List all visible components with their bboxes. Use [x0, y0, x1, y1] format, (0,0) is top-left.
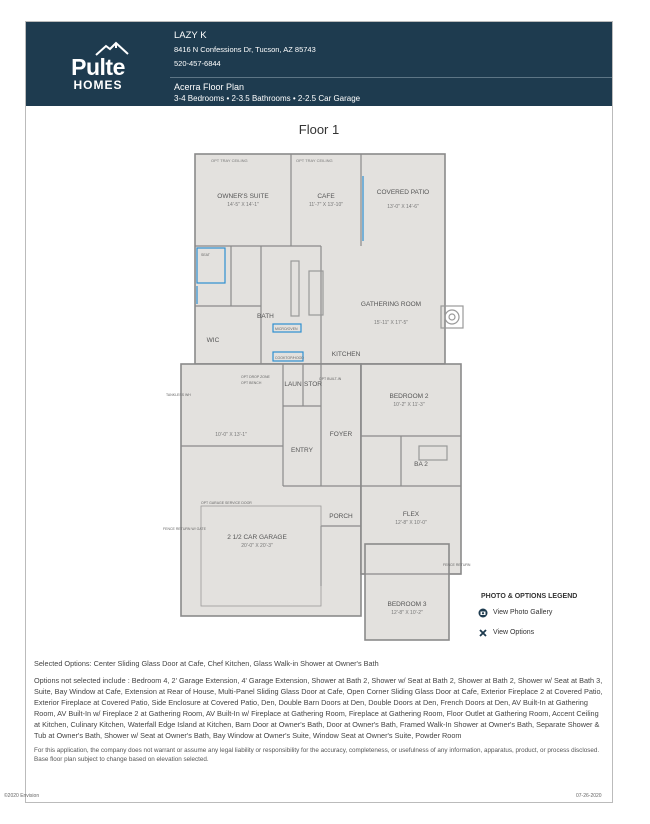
main-house-footprint [195, 154, 445, 364]
logo-subword: HOMES [73, 78, 123, 92]
label-seat: SEAT [201, 253, 210, 257]
floor-plan-drawing [163, 146, 471, 666]
room-label-stor: STOR [304, 381, 322, 388]
svg-text:OPT TRAY CEILING: OPT TRAY CEILING [296, 158, 333, 163]
community-name: LAZY K [174, 30, 207, 41]
room-dim-owners-suite: 14'-5" X 14'-1" [227, 202, 259, 208]
room-dim-garage-extra: 10'-0" X 13'-1" [215, 432, 247, 438]
room-label-porch: PORCH [329, 513, 353, 520]
room-label-bedroom-3: BEDROOM 3 [387, 601, 427, 608]
phone-number: 520-457-6844 [174, 59, 221, 68]
room-label-gathering-room: GATHERING ROOM [360, 301, 422, 308]
logo-wordmark: Pulte [71, 54, 125, 80]
room-label-entry: ENTRY [291, 447, 313, 454]
room-label-kitchen: KITCHEN [331, 351, 361, 358]
selected-options: Selected Options: Center Sliding Glass Door at Cafe, Chef Kitchen, Glass Walk-in Shower at Owner's Bath [34, 659, 379, 668]
options-notes [34, 658, 604, 770]
room-label-bath: BATH [257, 313, 274, 320]
legend-title: PHOTO & OPTIONS LEGEND [481, 593, 578, 600]
label-tankless: TANKLESS WH [166, 393, 191, 397]
address: 8416 N Confessions Dr, Tucson, AZ 85743 [174, 45, 316, 54]
header-divider [170, 77, 612, 78]
room-label-garage: 2 1/2 CAR GARAGE [227, 534, 287, 541]
label-fence-return-gate: FENCE RETURN W/ GATE [163, 527, 206, 531]
room-dim-covered-patio: 13'-0" X 14'-6" [387, 204, 419, 210]
room-dim-garage: 20'-0" X 20'-3" [241, 543, 273, 549]
footer-date: 07-26-2020 [576, 793, 602, 799]
plan-specs: 3-4 Bedrooms • 2-3.5 Bathrooms • 2-2.5 Car Garage [174, 94, 361, 103]
plan-name: Acerra Floor Plan [174, 82, 245, 92]
room-dim-bedroom-2: 10'-2" X 11'-3" [393, 402, 425, 408]
header-banner [26, 22, 612, 106]
room-dim-cafe: 11'-7" X 13'-10" [309, 202, 343, 208]
footer-copyright: ©2020 Envision [4, 793, 40, 799]
label-opt-bench: OPT BENCH [241, 381, 262, 385]
view-options-label: View Options [493, 629, 535, 636]
room-label-cafe: CAFE [317, 193, 335, 200]
room-label-foyer: FOYER [329, 431, 353, 438]
room-dim-bedroom-3: 12'-8" X 10'-2" [391, 610, 423, 616]
room-dim-flex: 12'-8" X 10'-0" [395, 520, 427, 526]
view-photo-gallery-link[interactable] [466, 608, 606, 620]
room-label-owners-suite: OWNER'S SUITE [217, 193, 269, 200]
bedroom3-footprint [365, 544, 449, 640]
garage-wing-footprint [181, 364, 361, 616]
room-label-laun: LAUN [284, 381, 302, 388]
label-fence-return: FENCE RETURN [443, 563, 471, 567]
pulte-homes-logo [64, 42, 132, 94]
room-label-bedroom-2: BEDROOM 2 [389, 393, 429, 400]
disclaimer: For this application, the company does not warrant or assume any legal liability or responsibility for the accuracy, completeness, or usefulness of any information, apparatus, product, or process disclosed. Base floor plan subject to change based on elevation selected. [34, 747, 600, 763]
tools-icon [478, 628, 488, 638]
svg-text:OPT TRAY CEILING: OPT TRAY CEILING [211, 158, 248, 163]
floor-title: Floor 1 [298, 122, 340, 137]
label-opt-built-in: OPT BUILT-IN [319, 377, 342, 381]
room-label-flex: FLEX [402, 511, 420, 518]
room-label-covered-patio: COVERED PATIO [376, 189, 430, 196]
options-not-selected: Options not selected include : Bedroom 4, 2' Garage Extension, 4' Garage Extension, Shower at Bath 2, Shower w/ Seat at Bath 2, Shower at Bath 2, Shower w/ Seat at Bath 3, Suite, Bay Window at Cafe, Extension at Rear of House, Multi-Panel Sliding Glass Door at Cafe, Open Corner Sliding Glass Door at Cafe, Exterior Fireplace 2 at Covered Patio, Exterior Fireplace at Covered Patio, Side Enclosure at Covered Patio, Den, Double Barn Doors at Den, Double Doors at Den, French Doors at Den, AV Built-In at Gathering Room, AV Built-In w/ Fireplace 2 at Gathering Room, AV Built-In w/ Fireplace at Gathering Room, Fireplace at Gathering Room, Floor Outlet at Gathering Room, Accent Ceiling at Kitchen, Culinary Kitchen, Waterfall Edge Island at Kitchen, Barn Door at Owner's Bath, Door at Owner's Bath, Framed Walk-In Shower at Owner's Bath, Separate Shower & Tub at Owner's Bath, Shower w/ Seat at Owner's Bath, Bay Window at Owner's Suite, Window Seat at Owner's Suite, Powder Room [34, 676, 603, 740]
label-micro-oven: MICRO/OVEN [275, 327, 298, 331]
view-options-link[interactable] [466, 628, 606, 640]
label-opt-garage-door: OPT GARAGE SERVICE DOOR [201, 501, 252, 505]
label-cooktop-hood: COOKTOP/HOOD [275, 356, 304, 360]
camera-icon [478, 608, 488, 618]
photo-options-legend [466, 593, 606, 640]
room-label-wic: WIC [206, 337, 220, 344]
floor-plan-sheet [25, 21, 613, 803]
label-opt-drop-zone: OPT DROP ZONE [241, 375, 270, 379]
view-photo-gallery-label: View Photo Gallery [493, 609, 553, 616]
room-label-ba2: BA 2 [414, 461, 428, 468]
room-dim-gathering-room: 15'-11" X 17'-5" [374, 320, 408, 326]
